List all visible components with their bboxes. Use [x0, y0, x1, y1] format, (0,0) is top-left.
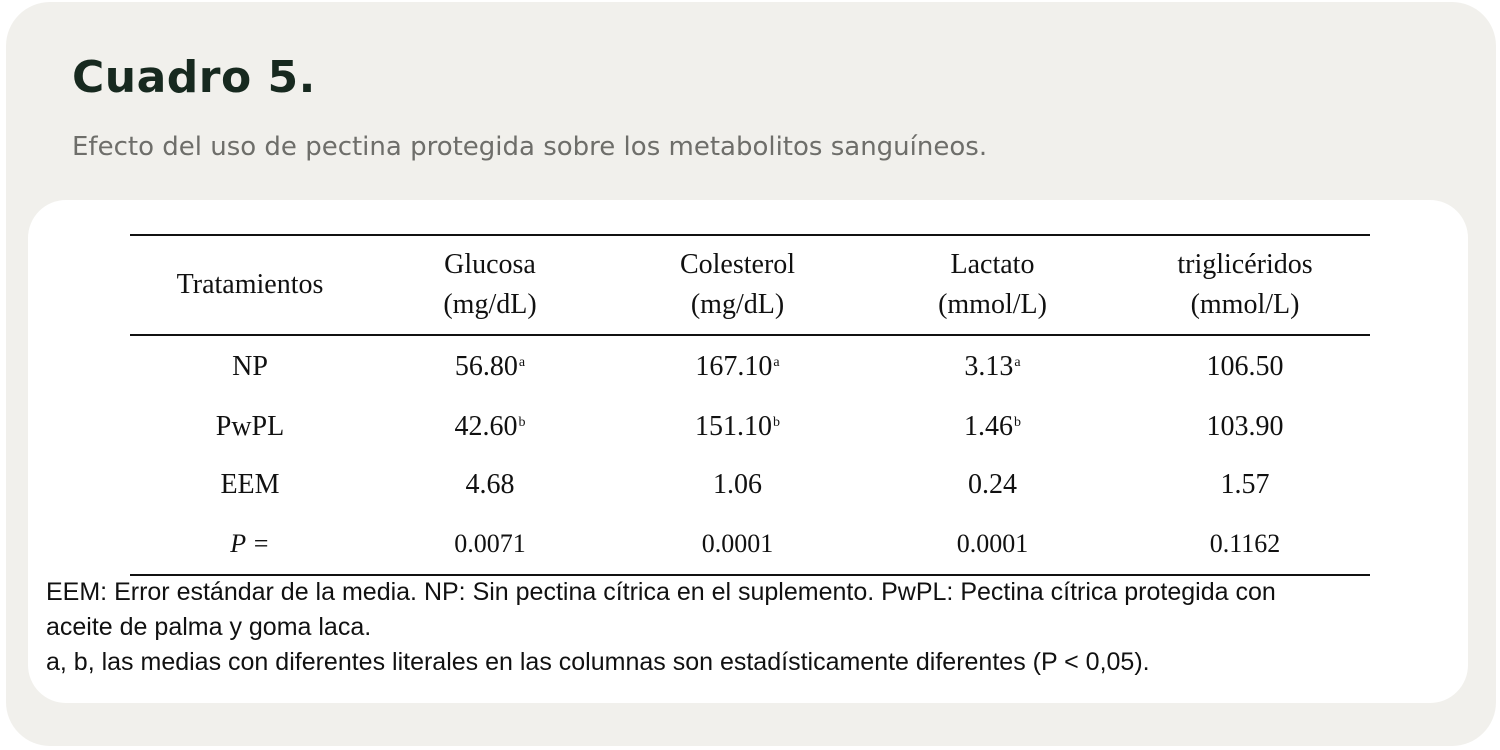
table-cell: 0.0001 [701, 529, 774, 558]
page-subtitle: Efecto del uso de pectina protegida sobre los metabolitos sanguíneos. [72, 132, 988, 162]
footnote-line-3: a, b, las medias con diferentes literales en las columnas son estadísticamente diferentes (P < 0,05). [46, 648, 1150, 676]
row-label: PwPL [215, 411, 285, 442]
table-cell: 3.13$^a$ [964, 351, 1021, 382]
row-label: NP [232, 351, 268, 382]
row-label: EEM [220, 469, 280, 500]
table-cell: 103.90 [1206, 411, 1284, 442]
table-cell: 42.60$^b$ [454, 411, 526, 442]
table-cell: 106.50 [1206, 351, 1284, 382]
table-row-eem [130, 456, 1370, 514]
table-cell: 167.10$^a$ [695, 351, 780, 382]
table-cell: 151.10$^b$ [695, 411, 780, 442]
table-panel [28, 200, 1468, 703]
table-row-pwpl [130, 398, 1370, 456]
header-trigliceridos: triglicéridos (mmol/L) [1120, 235, 1370, 335]
footnote-line-1: EEM: Error estándar de la media. NP: Sin pectina cítrica en el suplemento. PwPL: Pectina cítrica protegida con [46, 578, 1276, 606]
table-cell: 1.46$^b$ [964, 411, 1021, 442]
table-cell: 0.0001 [956, 529, 1029, 558]
table-cell: 56.80$^a$ [454, 351, 526, 382]
table-cell: 4.68 [465, 469, 515, 500]
metabolites-table [130, 234, 1370, 576]
header-lactato: Lactato (mmol/L) [865, 235, 1120, 335]
header-glucosa: Glucosa (mg/dL) [370, 235, 610, 335]
table-cell: 1.57 [1220, 469, 1270, 500]
row-label: P = [230, 529, 270, 558]
table-card [6, 2, 1496, 746]
table-cell: 0.24 [968, 469, 1017, 500]
table-cell: 0.1162 [1209, 529, 1281, 558]
table-cell: 1.06 [713, 469, 762, 500]
table-row-np [130, 335, 1370, 398]
header-tratamientos: Tratamientos [130, 235, 370, 335]
table-row-p-value [130, 514, 1370, 575]
header-colesterol: Colesterol (mg/dL) [610, 235, 865, 335]
table-header-row [130, 235, 1370, 335]
footnote-line-2: aceite de palma y goma laca. [46, 613, 372, 641]
table-cell: 0.0071 [454, 529, 526, 558]
page-title: Cuadro 5. [72, 52, 316, 103]
